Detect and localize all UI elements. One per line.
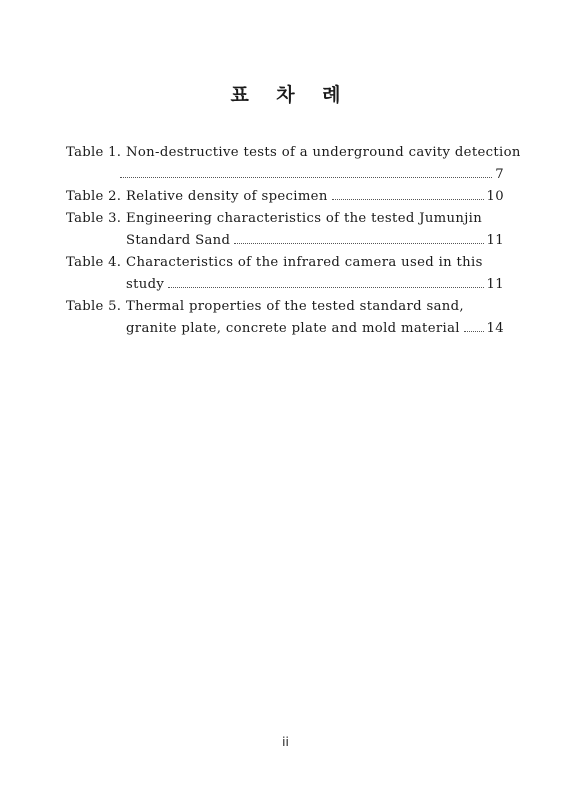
- toc-entry-page: 11: [486, 277, 504, 292]
- dot-leader: [120, 177, 492, 178]
- toc-entry-title: Thermal properties of the tested standard sand,: [126, 299, 464, 314]
- dot-leader: [332, 199, 484, 200]
- toc-entry-title: Characteristics of the infrared camera used in this: [126, 255, 483, 270]
- toc-entry-label: Table 3.: [66, 211, 122, 226]
- toc-entry-label: Table 2.: [66, 189, 122, 204]
- page-title: 표 차 례: [230, 84, 351, 106]
- toc-entry-table-1[interactable]: [66, 142, 521, 164]
- toc-entry-page: 11: [486, 233, 504, 248]
- toc-entry-title: Relative density of specimen: [126, 189, 328, 204]
- toc-entry-table-2[interactable]: [66, 186, 504, 208]
- toc-entry-title: Non-destructive tests of a underground cavity detection: [126, 145, 521, 160]
- toc-entry-label: Table 5.: [66, 299, 122, 314]
- table-of-tables: [66, 142, 521, 340]
- toc-entry-page: 7: [495, 167, 504, 182]
- toc-entry-page: 14: [486, 321, 504, 336]
- dot-leader: [234, 243, 483, 244]
- toc-entry-title-continued: study: [126, 277, 165, 292]
- toc-entry-table-1-leader-row: [66, 164, 504, 186]
- toc-entry-table-4[interactable]: [66, 252, 504, 296]
- toc-entry-table-5[interactable]: [66, 296, 504, 340]
- toc-entry-title-continued: granite plate, concrete plate and mold material: [126, 321, 460, 336]
- toc-entry-label: Table 4.: [66, 255, 122, 270]
- toc-entry-label: Table 1.: [66, 145, 122, 160]
- toc-entry-table-3[interactable]: [66, 208, 504, 252]
- toc-entry-title-continued: Standard Sand: [126, 233, 231, 248]
- toc-entry-title: Engineering characteristics of the tested Jumunjin: [126, 211, 483, 226]
- dot-leader: [464, 331, 484, 332]
- footer-page-number: ii: [282, 735, 289, 749]
- toc-entry-page: 10: [486, 189, 504, 204]
- dot-leader: [168, 287, 483, 288]
